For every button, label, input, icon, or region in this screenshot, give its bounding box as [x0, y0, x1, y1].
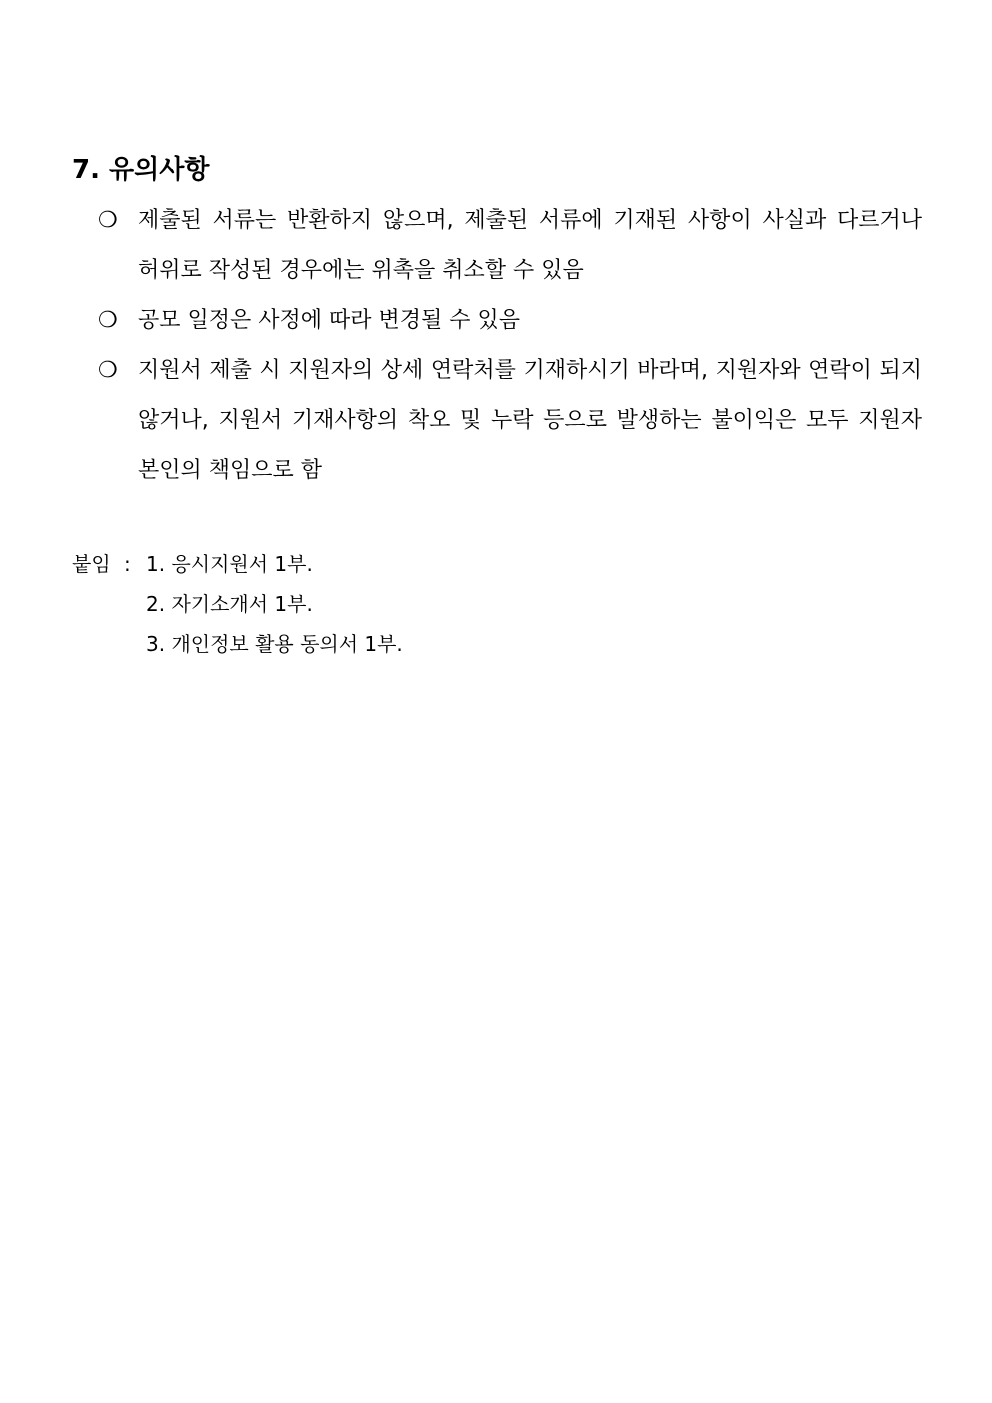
note-text: 공모 일정은 사정에 따라 변경될 수 있음 [138, 308, 520, 333]
attachment-item: 3. 개인정보 활용 동의서 1부. [146, 632, 403, 656]
circle-bullet-icon: ❍ [98, 308, 118, 333]
note-item [96, 346, 922, 496]
note-text: 제출된 서류는 반환하지 않으며, 제출된 서류에 기재된 사항이 사실과 다르거나 허위로 작성된 경우에는 위촉을 취소할 수 있음 [138, 208, 922, 283]
attachment-row [72, 544, 892, 584]
attachments [72, 544, 892, 664]
note-text: 지원서 제출 시 지원자의 상세 연락처를 기재하시기 바라며, 지원자와 연락이 되지 않거나, 지원서 기재사항의 착오 및 누락 등으로 발생하는 불이익은 모두 지원자 본인의 책임으로 함 [138, 358, 922, 483]
attachment-row [72, 624, 892, 664]
attachment-item: 2. 자기소개서 1부. [146, 592, 313, 616]
circle-bullet-icon: ❍ [98, 208, 118, 233]
attachment-item: 1. 응시지원서 1부. [146, 552, 313, 576]
note-item [96, 296, 922, 346]
notes-list [96, 196, 922, 496]
attachment-colon: : [124, 552, 131, 576]
attachment-row [72, 584, 892, 624]
attachment-label: 붙임 [72, 552, 111, 576]
section-title: 7. 유의사항 [72, 155, 210, 185]
circle-bullet-icon: ❍ [98, 358, 118, 383]
note-item [96, 196, 922, 296]
